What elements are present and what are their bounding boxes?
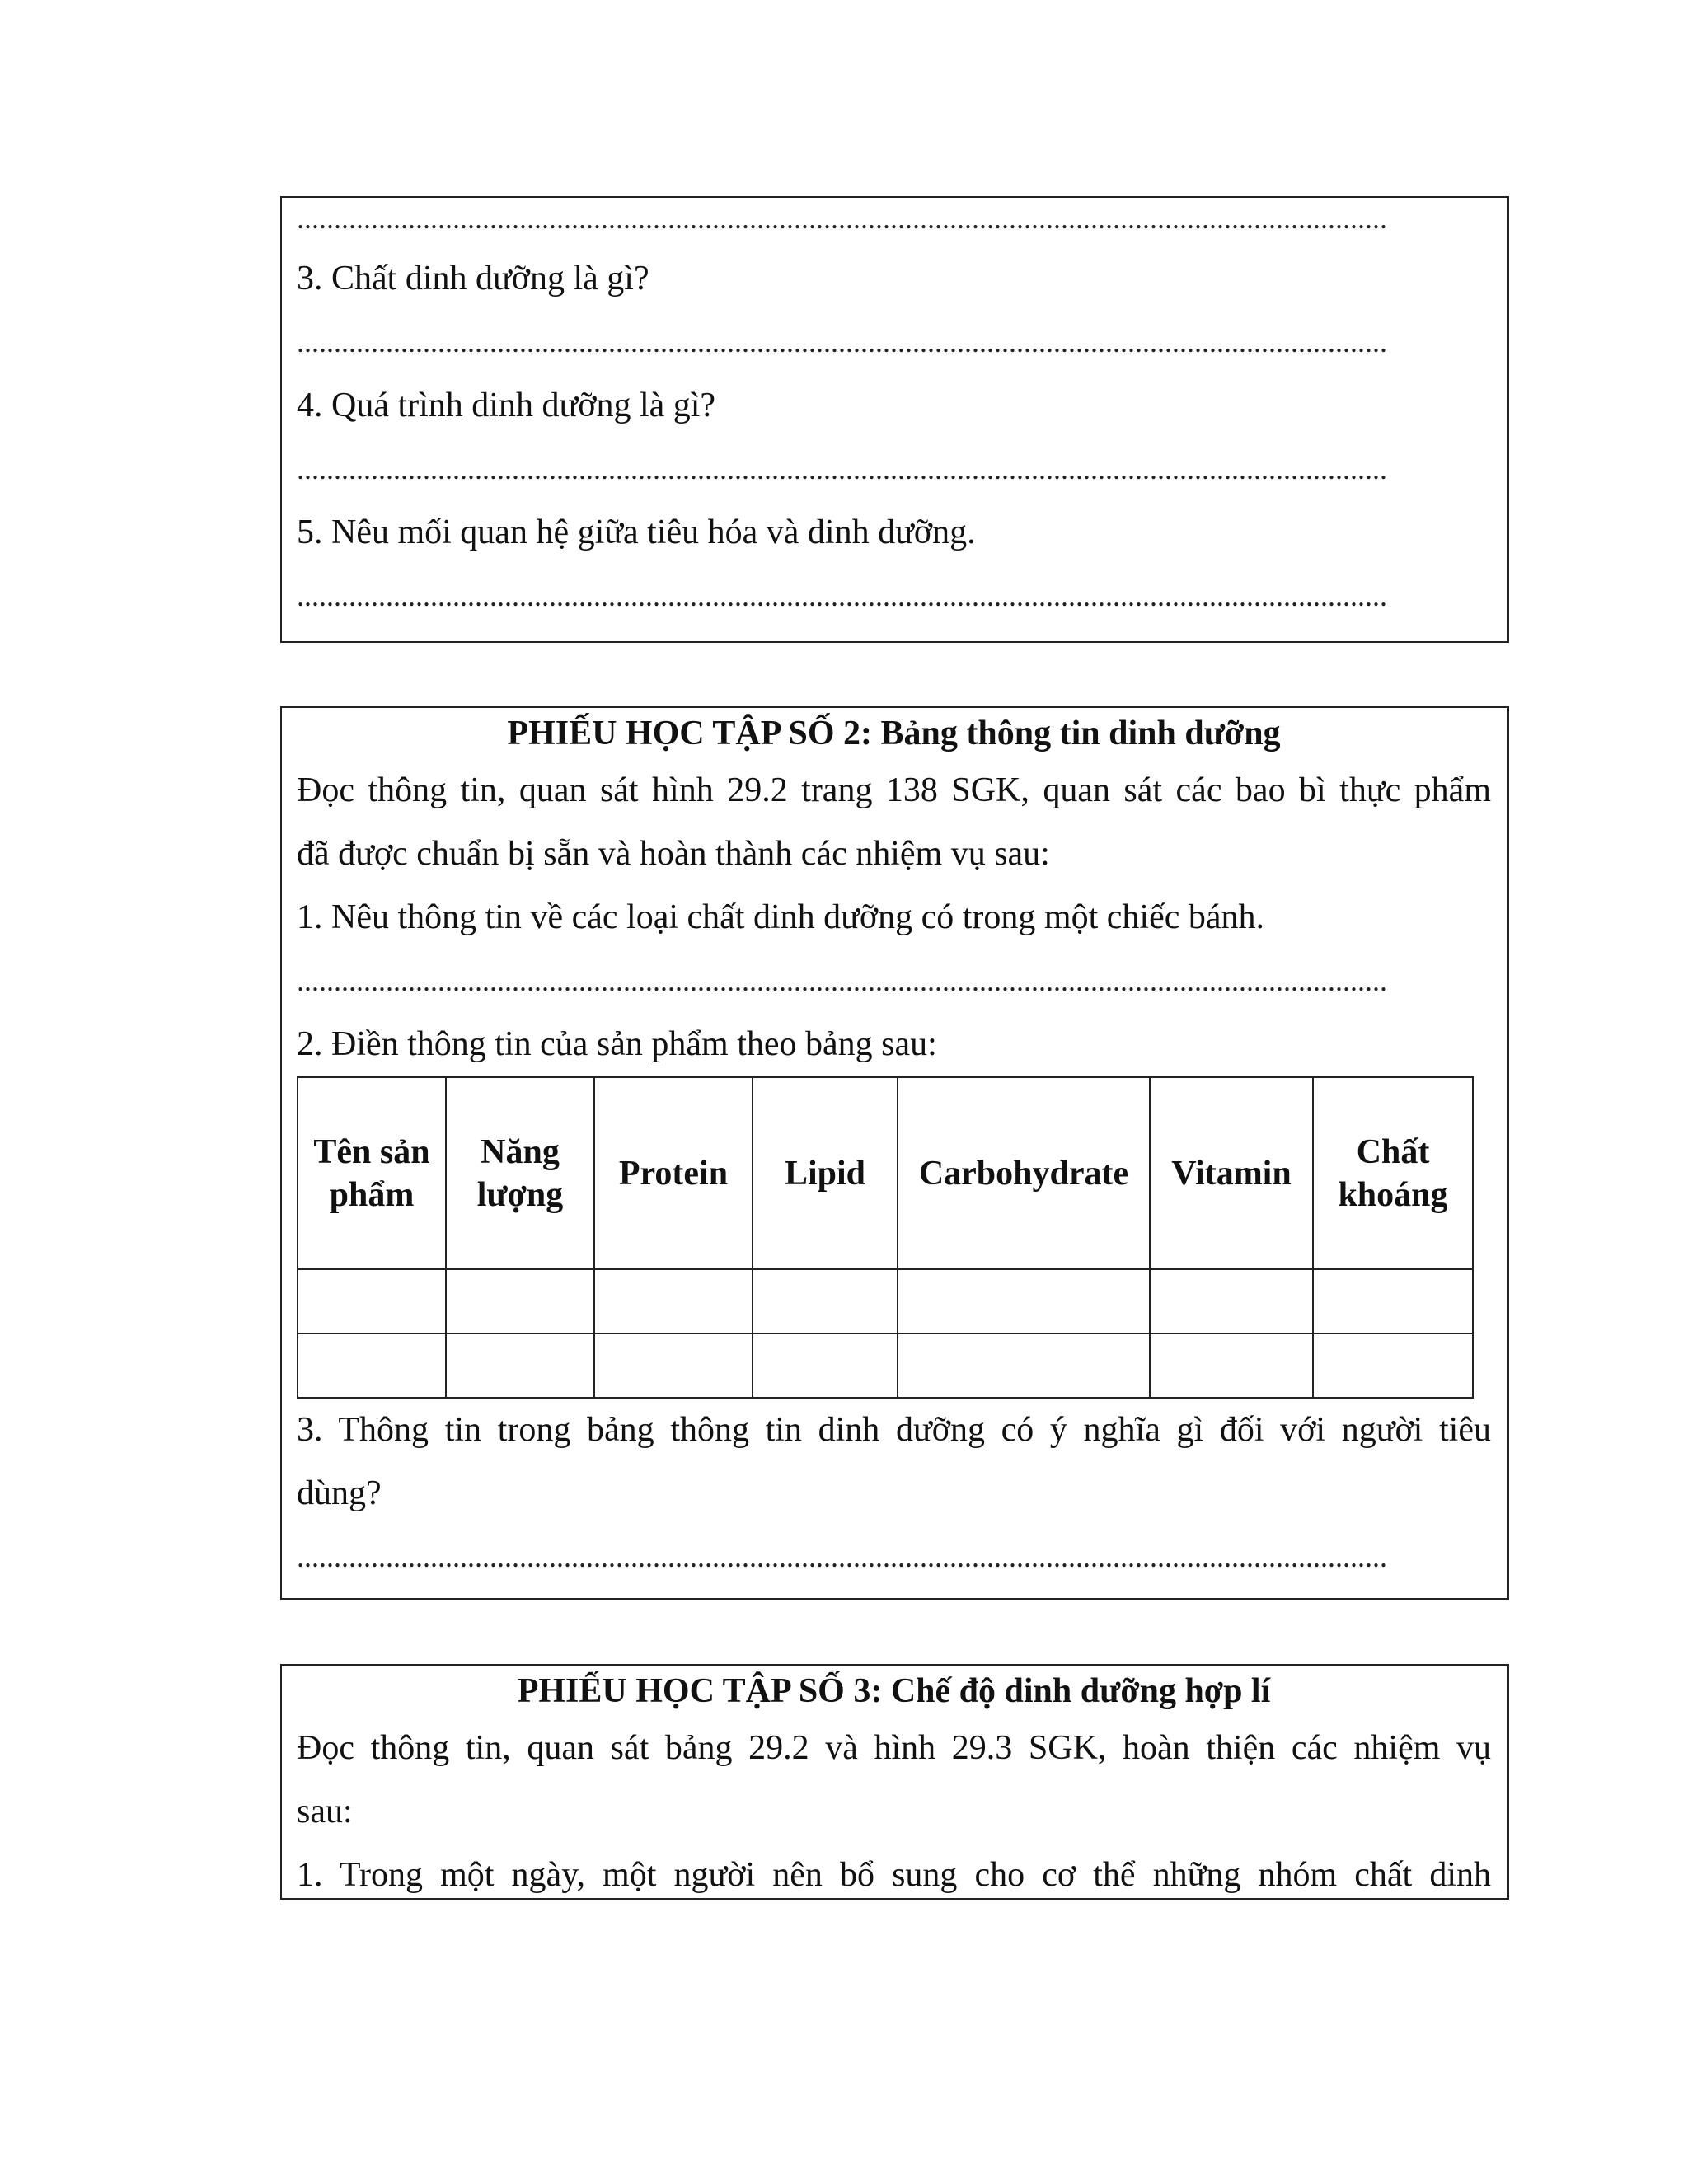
- worksheet-3-intro-line-2: sau:: [297, 1793, 353, 1830]
- table-cell[interactable]: [298, 1333, 446, 1398]
- table-cell[interactable]: [594, 1333, 753, 1398]
- table-cell[interactable]: [1150, 1269, 1313, 1333]
- table-cell[interactable]: [594, 1269, 753, 1333]
- header-carbohydrate: Carbohydrate: [898, 1077, 1150, 1269]
- table-cell[interactable]: [298, 1269, 446, 1333]
- header-vitamin: Vitamin: [1150, 1077, 1313, 1269]
- table-cell[interactable]: [1313, 1333, 1473, 1398]
- table-cell[interactable]: [1150, 1333, 1313, 1398]
- question-5: 5. Nêu mối quan hệ giữa tiêu hóa và dinh dưỡng.: [297, 513, 976, 551]
- question-2: 2. Điền thông tin của sản phẩm theo bảng sau:: [297, 1025, 937, 1063]
- header-lipid: Lipid: [753, 1077, 898, 1269]
- worksheet-3-title: PHIẾU HỌC TẬP SỐ 3: Chế độ dinh dưỡng hợp lí: [517, 1672, 1271, 1710]
- answer-line[interactable]: ...................................................................................................................................................: [297, 579, 1387, 612]
- nutrition-table: [297, 1076, 1474, 1399]
- worksheet-3-intro-line-1: Đọc thông tin, quan sát bảng 29.2 và hình 29.3 SGK, hoàn thiện các nhiệm vụ: [297, 1729, 1491, 1767]
- question-3-line-2: dùng?: [297, 1474, 382, 1512]
- answer-line[interactable]: ...................................................................................................................................................: [297, 202, 1387, 235]
- question-1: 1. Nêu thông tin về các loại chất dinh dưỡng có trong một chiếc bánh.: [297, 898, 1264, 936]
- table-cell[interactable]: [898, 1333, 1150, 1398]
- answer-line[interactable]: ...................................................................................................................................................: [297, 964, 1387, 997]
- table-header-row: [298, 1077, 1473, 1269]
- header-minerals: Chất khoáng: [1313, 1077, 1473, 1269]
- table-cell[interactable]: [446, 1269, 594, 1333]
- worksheet-3: [280, 1664, 1509, 1900]
- answer-line[interactable]: ...................................................................................................................................................: [297, 452, 1387, 485]
- worksheet-1-continuation: [280, 196, 1509, 643]
- worksheet-2-intro-line-1: Đọc thông tin, quan sát hình 29.2 trang 138 SGK, quan sát các bao bì thực phẩm: [297, 771, 1491, 809]
- question-4: 4. Quá trình dinh dưỡng là gì?: [297, 387, 716, 424]
- question-3-line-1: 3. Thông tin trong bảng thông tin dinh dưỡng có ý nghĩa gì đối với người tiêu: [297, 1411, 1491, 1449]
- answer-line[interactable]: ...................................................................................................................................................: [297, 1540, 1387, 1573]
- header-product-name: Tên sản phẩm: [298, 1077, 446, 1269]
- table-row: [298, 1333, 1473, 1398]
- table-cell[interactable]: [1313, 1269, 1473, 1333]
- worksheet-2-intro-line-2: đã được chuẩn bị sẵn và hoàn thành các nhiệm vụ sau:: [297, 835, 1050, 873]
- table-cell[interactable]: [753, 1269, 898, 1333]
- header-energy: Năng lượng: [446, 1077, 594, 1269]
- table-cell[interactable]: [898, 1269, 1150, 1333]
- worksheet-2-title: PHIẾU HỌC TẬP SỐ 2: Bảng thông tin dinh dưỡng: [507, 715, 1281, 752]
- question-3: 3. Chất dinh dưỡng là gì?: [297, 260, 649, 298]
- answer-line[interactable]: ...................................................................................................................................................: [297, 326, 1387, 359]
- table-cell[interactable]: [753, 1333, 898, 1398]
- table-row: [298, 1269, 1473, 1333]
- worksheet-2: [280, 706, 1509, 1600]
- header-protein: Protein: [594, 1077, 753, 1269]
- table-cell[interactable]: [446, 1333, 594, 1398]
- worksheet-3-question-1-line-1: 1. Trong một ngày, một người nên bổ sung cho cơ thể những nhóm chất dinh: [297, 1856, 1491, 1894]
